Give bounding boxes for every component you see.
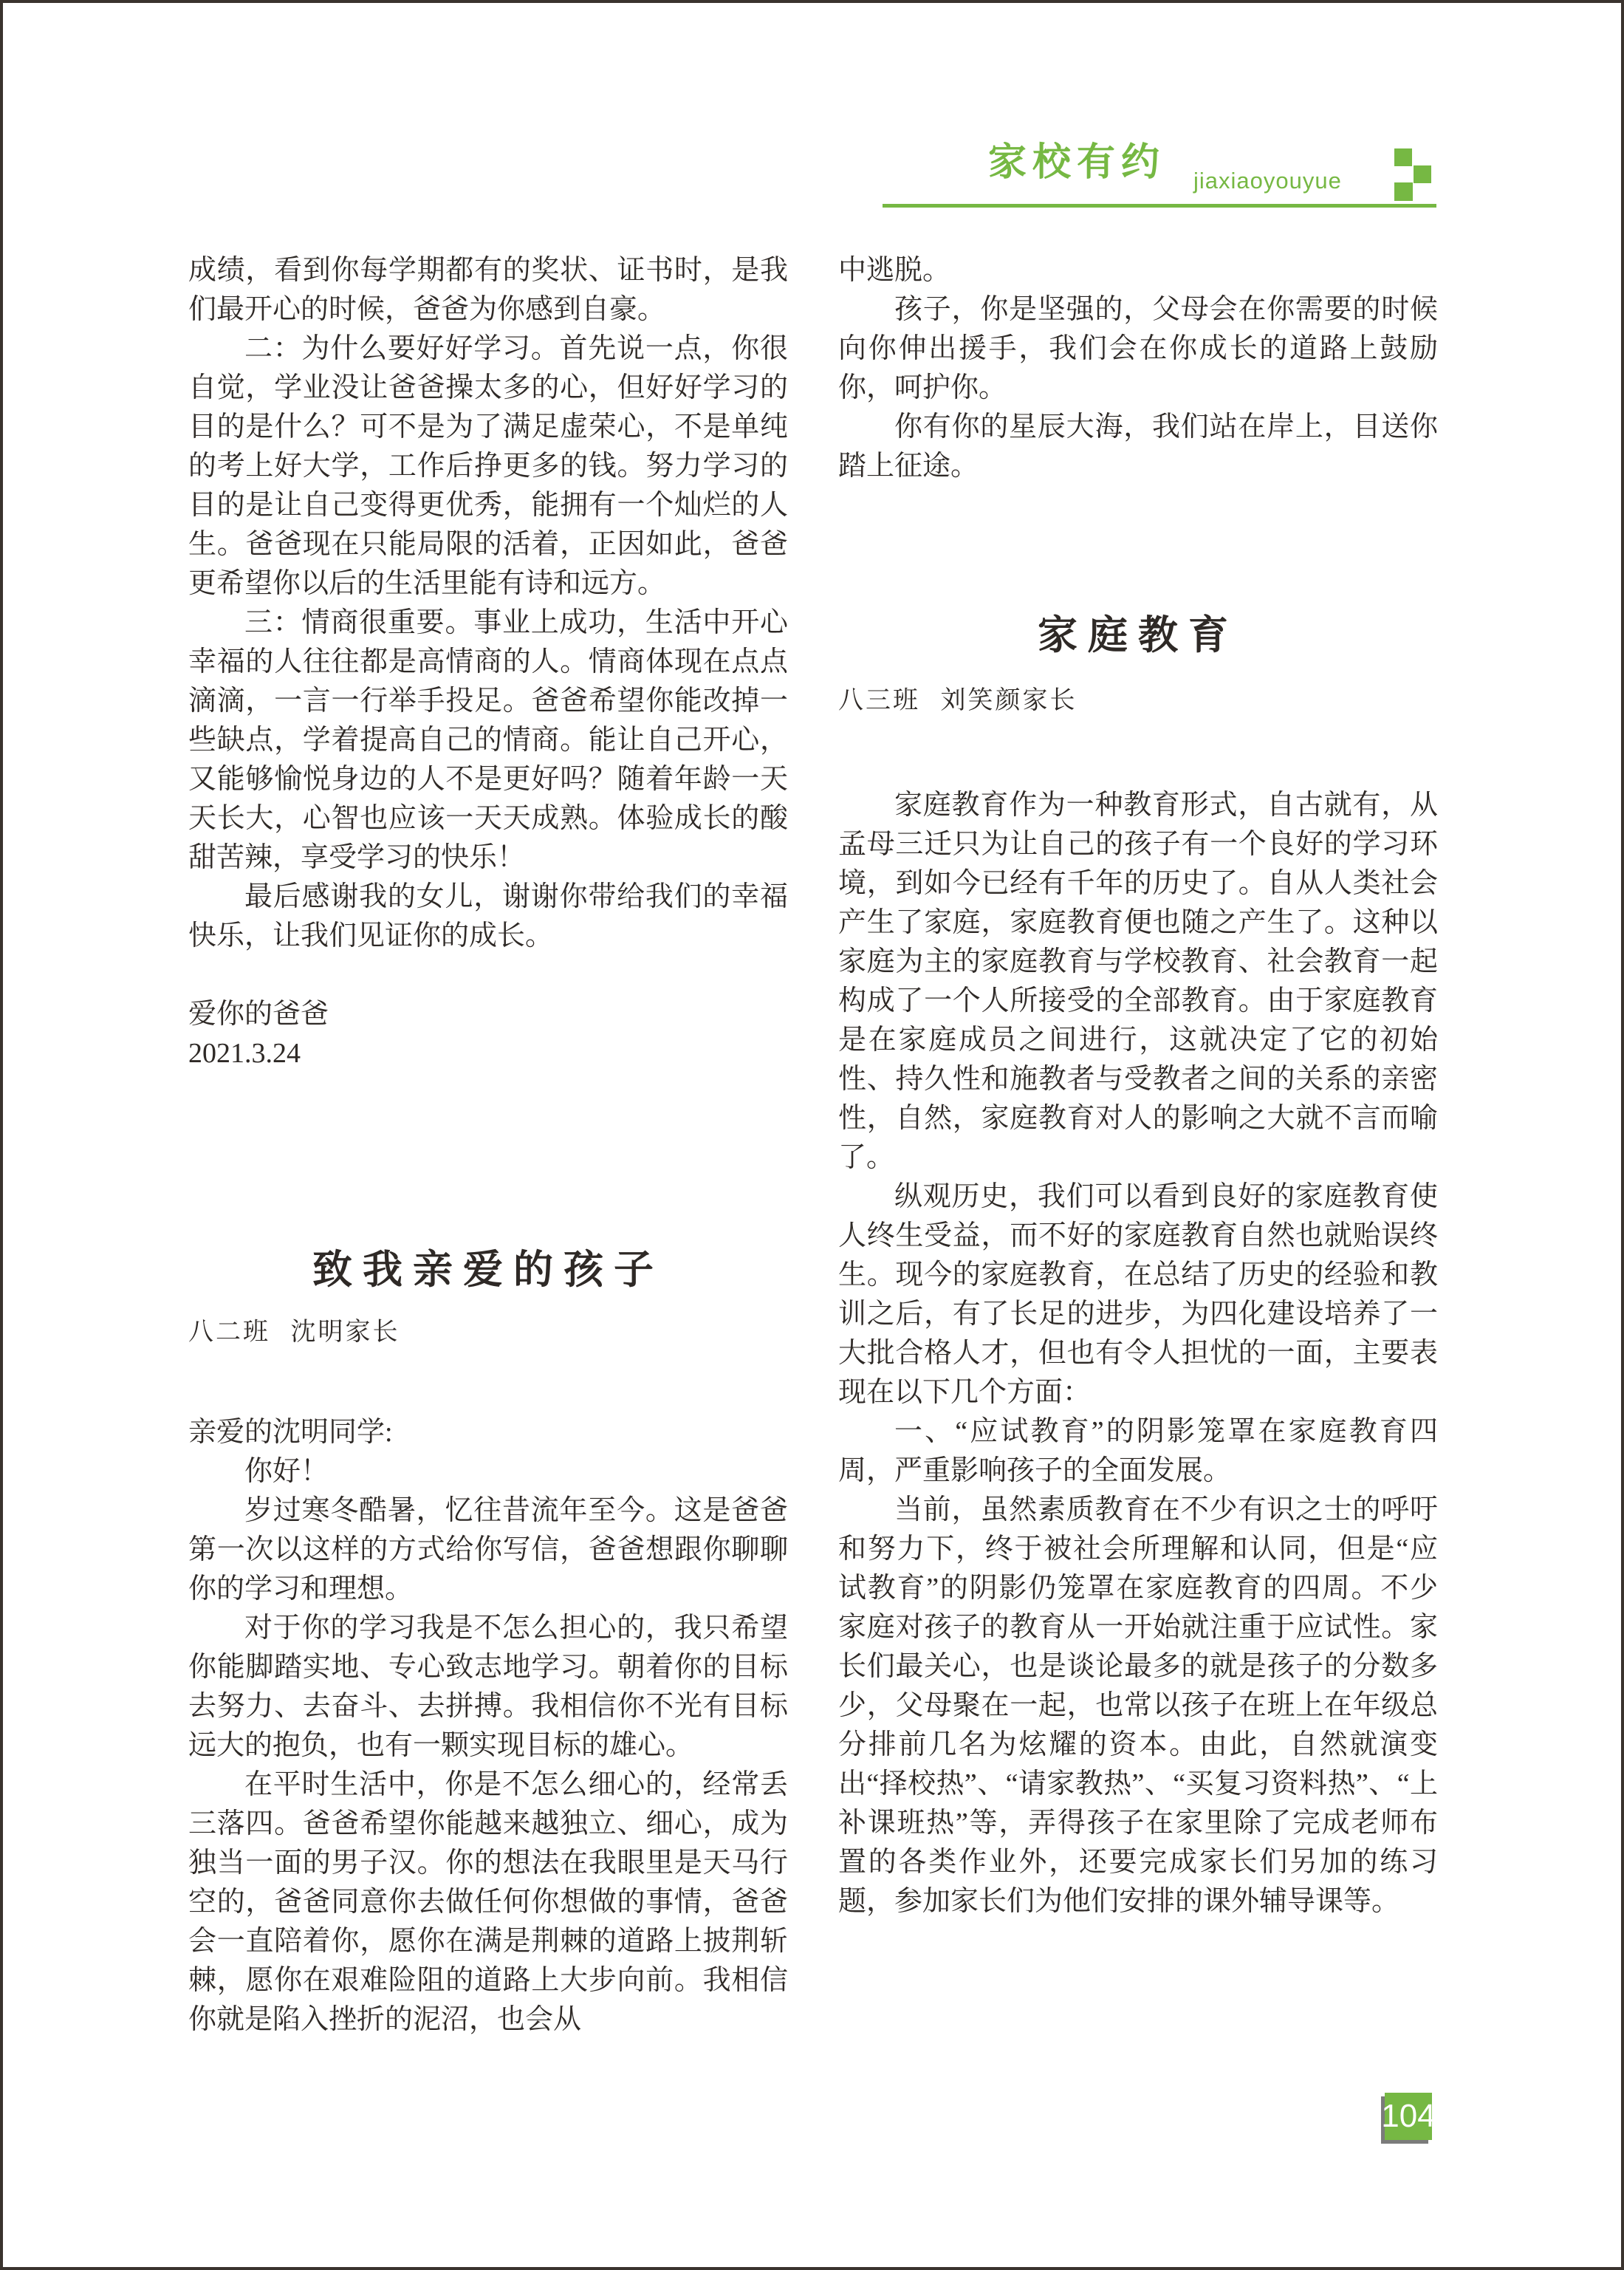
masthead-title: 家校有约 <box>988 141 1166 184</box>
right-column <box>838 251 1438 1921</box>
paragraph: 你有你的星辰大海，我们站在岸上，目送你踏上征途。 <box>838 411 1438 482</box>
letter-salutation: 亲爱的沈明同学: <box>188 1417 393 1448</box>
paragraph: 孩子，你是坚强的，父母会在你需要的时候向你伸出援手，我们会在你成长的道路上鼓励你，呵护你。 <box>838 294 1438 403</box>
paragraph: 成绩，看到你每学期都有的奖状、证书时，是我们最开心的时候，爸爸为你感到自豪。 <box>188 255 788 325</box>
article-byline: 八三班 刘笑颜家长 <box>838 687 1077 714</box>
article-byline: 八二班 沈明家长 <box>188 1319 400 1346</box>
paragraph: 最后感谢我的女儿，谢谢你带给我们的幸福快乐，让我们见证你的成长。 <box>188 881 788 951</box>
page-number-badge <box>1381 2093 1436 2140</box>
paragraph: 纵观历史，我们可以看到良好的家庭教育使人终生受益，而不好的家庭教育自然也就贻误终生。现今的家庭教育，在总结了历史的经验和教训之后，有了长足的进步，为四化建设培养了一大批合格人才，但也有令人担忧的一面，主要表现在以下几个方面： <box>838 1181 1438 1408</box>
left-column <box>188 251 788 2040</box>
paragraph: 三：情商很重要。事业上成功，生活中开心幸福的人往往都是高情商的人。情商体现在点点滴滴，一言一行举手投足。爸爸希望你能改掉一些缺点，学着提高自己的情商。能让自己开心，又能够愉悦身边的人不是更好吗？随着年龄一天天长大，心智也应该一天天成熟。体验成长的酸甜苦辣，享受学习的快乐！ <box>188 607 788 873</box>
page-number: 104 <box>1381 2098 1436 2134</box>
paragraph: 家庭教育作为一种教育形式，自古就有，从孟母三迁只为让自己的孩子有一个良好的学习环境，到如今已经有千年的历史了。自从人类社会产生了家庭，家庭教育便也随之产生了。这种以家庭为主的家庭教育与学校教育、社会教育一起构成了一个人所接受的全部教育。由于家庭教育是在家庭成员之间进行，这就决定了它的初始性、持久性和施教者与受教者之间的关系的亲密性，自然，家庭教育对人的影响之大就不言而喻了。 <box>838 790 1438 1173</box>
letter-greeting: 你好！ <box>244 1456 329 1487</box>
paragraph: 在平时生活中，你是不怎么细心的，经常丢三落四。爸爸希望你能越来越独立、细心，成为独当一面的男子汉。你的想法在我眼里是天马行空的，爸爸同意你去做任何你想做的事情，爸爸会一直陪着你，愿你在满是荆棘的道路上披荆斩棘，愿你在艰难险阻的道路上大步向前。我相信你就是陷入挫折的泥沼，也会从 <box>188 1769 788 2035</box>
paragraph: 一、“应试教育”的阴影笼罩在家庭教育四周，严重影响孩子的全面发展。 <box>838 1416 1438 1486</box>
paragraph: 二：为什么要好好学习。首先说一点，你很自觉，学业没让爸爸操太多的心，但好好学习的目的是什么？可不是为了满足虚荣心，不是单纯的考上好大学，工作后挣更多的钱。努力学习的目的是让自己变得更优秀，能拥有一个灿烂的人生。爸爸现在只能局限的活着，正因如此，爸爸更希望你以后的生活里能有诗和远方。 <box>188 333 788 599</box>
paragraph: 岁过寒冬酷暑，忆往昔流年至今。这是爸爸第一次以这样的方式给你写信，爸爸想跟你聊聊你的学习和理想。 <box>188 1495 788 1604</box>
paragraph: 对于你的学习我是不怎么担心的，我只希望你能脚踏实地、专心致志地学习。朝着你的目标去努力、去奋斗、去拼搏。我相信你不光有目标远大的抱负，也有一颗实现目标的雄心。 <box>188 1613 788 1761</box>
article-title: 家庭教育 <box>1038 613 1238 657</box>
signature: 爱你的爸爸 <box>188 999 329 1030</box>
signature-date: 2021.3.24 <box>188 1038 301 1069</box>
paragraph: 中逃脱。 <box>838 255 951 286</box>
paragraph: 当前，虽然素质教育在不少有识之士的呼吁和努力下，终于被社会所理解和认同，但是“应试教育”的阴影仍笼罩在家庭教育的四周。不少家庭对孩子的教育从一开始就注重于应试性。家长们最关心，也是谈论最多的就是孩子的分数多少，父母聚在一起，也常以孩子在班上在年级总分排前几名为炫耀的资本。由此，自然就演变出“择校热”、“请家教热”、“买复习资料热”、“上补课班热”等，弄得孩子在家里除了完成老师布置的各类作业外，还要完成家长们另加的练习题，参加家长们为他们安排的课外辅导课等。 <box>838 1494 1438 1917</box>
masthead-pinyin: jiaxiaoyouyue <box>1193 168 1342 194</box>
masthead-underline <box>883 204 1436 208</box>
article-title: 致我亲爱的孩子 <box>312 1248 664 1292</box>
